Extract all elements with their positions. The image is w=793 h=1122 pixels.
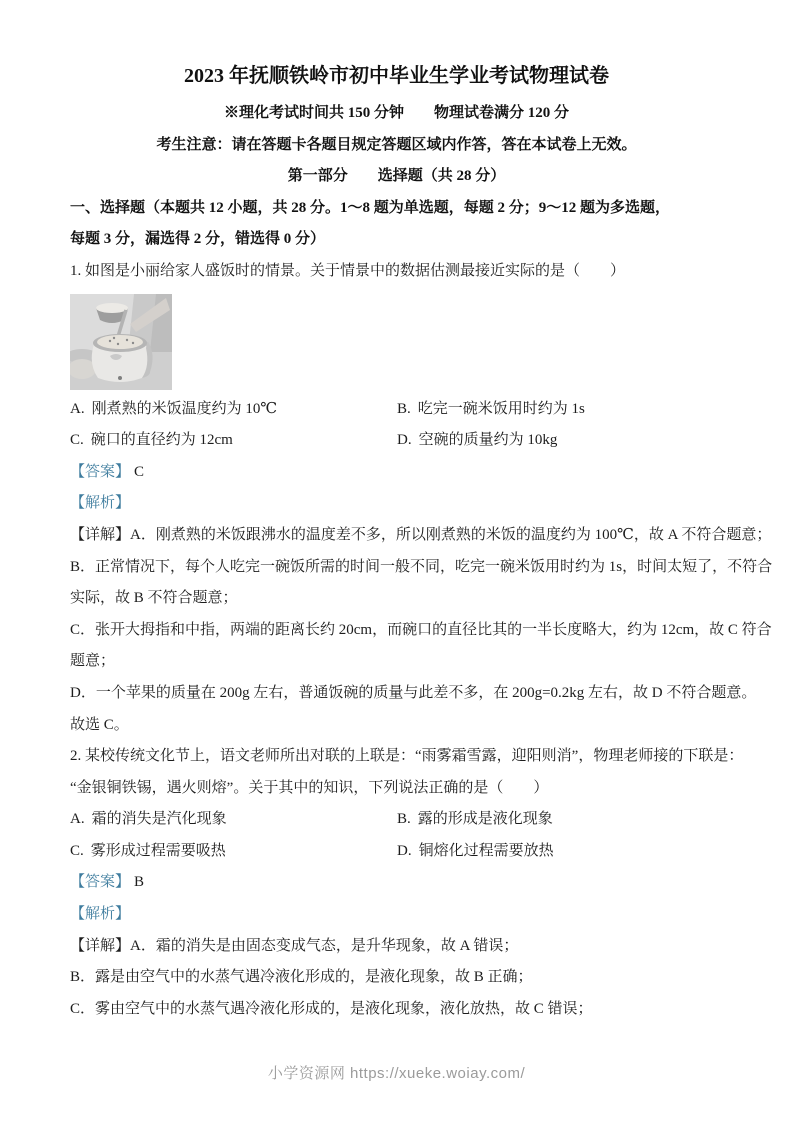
rice-cooker-photo-illustration — [70, 294, 172, 390]
section-heading-line-1: 一、选择题（本题共 12 小题，共 28 分。1～8 题为单选题，每题 2 分；9～12 题为多选题， — [70, 199, 671, 216]
question-2-options-row-1 — [70, 804, 723, 836]
option-b-text: 吃完一碗米饭用时约为 1s — [417, 400, 585, 417]
question-2-stem-line-2: “金银铜铁锡，遇火则熔”。关于其中的知识，下列说法正确的是（ ） — [70, 779, 549, 796]
question-2-options-row-2 — [70, 836, 723, 868]
question-1-stem: 1. 如图是小丽给家人盛饭时的情景。关于情景中的数据估测最接近实际的是（ ） — [70, 262, 626, 279]
option-d — [397, 425, 557, 457]
option-c — [70, 425, 397, 457]
option-d — [397, 836, 554, 868]
question-1-detail-line: C．张开大拇指和中指，两端的距离长约 20cm，而碗口的直径比其的一半长度略大，约为 12cm，故 C 符合 — [70, 621, 772, 638]
option-d-label: D. — [397, 432, 412, 449]
option-c-label: C. — [70, 842, 84, 859]
option-b-label: B. — [397, 811, 411, 828]
option-a-label: A. — [70, 400, 85, 417]
question-1-detail-line: 实际，故 B 不符合题意； — [70, 590, 238, 607]
question-2-stem-line-1: 2. 某校传统文化节上，语文老师所出对联的上联是：“雨雾霜雪露，迎阳则消”，物理老师接的下联是： — [70, 748, 744, 765]
option-c — [70, 836, 397, 868]
question-1-answer-line — [70, 457, 723, 489]
question-1-detail-line: 题意； — [70, 653, 116, 670]
question-1-detail-line: 【详解】A．刚煮熟的米饭跟沸水的温度差不多，所以刚煮熟的米饭的温度约为 100℃，故 A 不符合题意； — [70, 526, 772, 543]
question-2-detail-line: 【详解】A．霜的消失是由固态变成气态，是升华现象，故 A 错误； — [70, 937, 519, 954]
page-title: 2023 年抚顺铁岭市初中毕业生学业考试物理试卷 — [184, 65, 609, 87]
question-2-analysis-label — [70, 899, 723, 931]
part-one-heading: 第一部分 选择题（共 28 分） — [287, 168, 506, 185]
option-c-text: 碗口的直径约为 12cm — [90, 432, 233, 449]
option-a — [70, 394, 397, 426]
option-d-text: 空碗的质量约为 10kg — [418, 432, 558, 449]
candidate-notice: 考生注意：请在答题卡各题目规定答题区域内作答，答在本试卷上无效。 — [156, 136, 637, 153]
option-b — [397, 394, 585, 426]
answer-label: 【答案】 — [70, 463, 131, 480]
option-a-text: 霜的消失是汽化现象 — [91, 811, 227, 828]
analysis-label: 【解析】 — [70, 906, 131, 923]
question-1-detail-line: D．一个苹果的质量在 200g 左右，普通饭碗的质量与此差不多，在 200g=0.2kg 左右，故 D 不符合题意。 — [70, 684, 757, 701]
question-2-detail-line: B．露是由空气中的水蒸气遇冷液化形成的，是液化现象，故 B 正确； — [70, 969, 533, 986]
watermark-footer: 小学资源网 https://xueke.woiay.com/ — [267, 1065, 526, 1082]
question-1-options-row-1 — [70, 394, 723, 426]
option-c-text: 雾形成过程需要吸热 — [90, 842, 226, 859]
question-1-conclusion: 故选 C。 — [70, 716, 129, 733]
option-a — [70, 804, 397, 836]
section-heading-line-2: 每题 3 分，漏选得 2 分，错选得 0 分） — [70, 231, 326, 248]
question-2-answer-line — [70, 867, 723, 899]
exam-time-score-line: ※理化考试时间共 150 分钟 物理试卷满分 120 分 — [223, 105, 569, 121]
option-a-text: 刚煮熟的米饭温度约为 10℃ — [91, 400, 278, 417]
question-1-analysis-label — [70, 488, 723, 520]
option-b-label: B. — [397, 400, 411, 417]
option-b — [397, 804, 553, 836]
option-d-text: 铜熔化过程需要放热 — [418, 842, 554, 859]
answer-label: 【答案】 — [70, 874, 131, 891]
answer-value: B — [134, 874, 145, 891]
question-1-options-row-2 — [70, 425, 723, 457]
option-d-label: D. — [397, 842, 412, 859]
question-1-photo — [70, 294, 172, 390]
option-c-label: C. — [70, 432, 84, 449]
option-b-text: 露的形成是液化现象 — [417, 811, 553, 828]
option-a-label: A. — [70, 811, 85, 828]
analysis-label: 【解析】 — [70, 495, 131, 512]
question-1-detail-line: B．正常情况下，每个人吃完一碗饭所需的时间一般不同，吃完一碗米饭用时约为 1s，时间太短了，不符合 — [70, 558, 773, 575]
answer-value: C — [134, 463, 145, 480]
question-2-detail-line: C．雾由空气中的水蒸气遇冷液化形成的，是液化现象，液化放热，故 C 错误； — [70, 1000, 593, 1017]
